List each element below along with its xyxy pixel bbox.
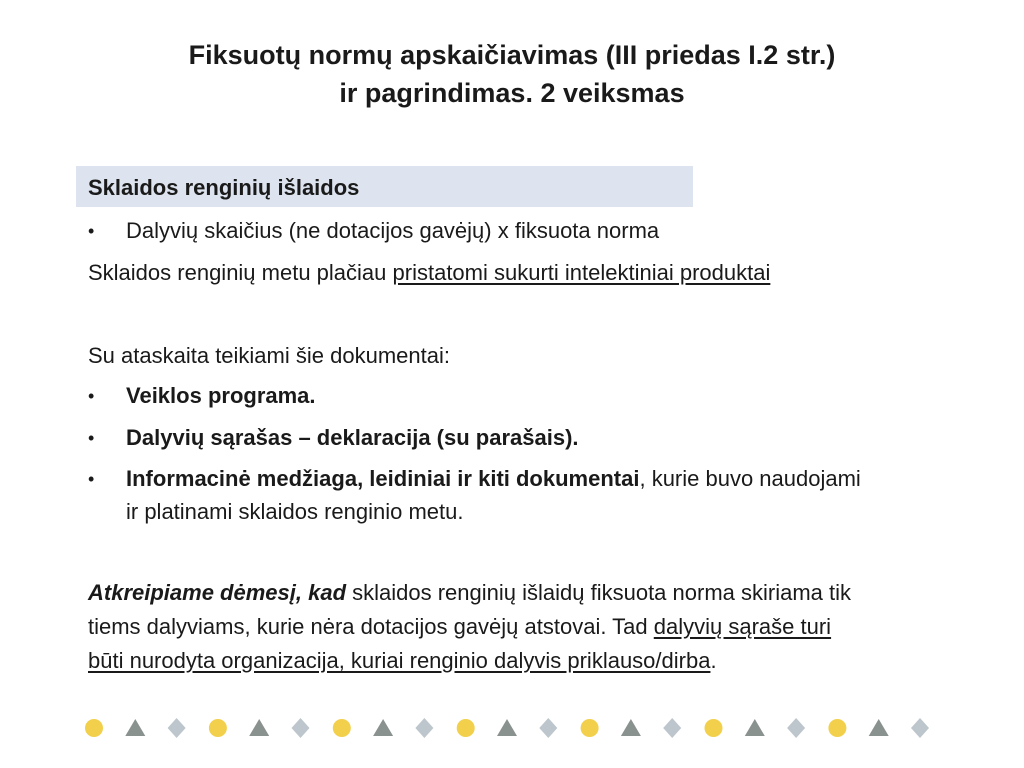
documents-item-1: [88, 383, 316, 409]
circle-decoration: [705, 719, 723, 737]
decorative-footer: [84, 716, 944, 740]
triangle-decoration: [745, 719, 765, 736]
documents-item-2: [88, 425, 579, 451]
documents-intro: Su ataskaita teikiami šie dokumentai:: [88, 343, 450, 368]
purpose-prefix: Sklaidos renginių metu plačiau: [88, 260, 393, 285]
triangle-decoration: [373, 719, 393, 736]
documents-item-3-bold: Informacinė medžiaga, leidiniai ir kiti dokumentai: [126, 466, 640, 491]
circle-decoration: [85, 719, 103, 737]
triangle-decoration: [249, 719, 269, 736]
documents-item-2-text: Dalyvių sąrašas – deklaracija (su parašais).: [126, 425, 579, 450]
note-line-3-end: .: [710, 648, 717, 673]
note-line-3: [88, 648, 717, 674]
diamond-decoration: [168, 718, 186, 738]
circle-decoration: [581, 719, 599, 737]
bullet-marker: •: [88, 428, 95, 448]
diamond-decoration: [292, 718, 310, 738]
diamond-decoration: [539, 718, 557, 738]
bullet-marker: •: [88, 221, 95, 241]
documents-item-3-line2: ir platinami sklaidos renginio metu.: [126, 499, 464, 524]
slide-title-line2: ir pagrindimas. 2 veiksmas: [339, 78, 685, 108]
purpose-line: [88, 260, 770, 286]
documents-item-3: [88, 466, 861, 492]
diamond-decoration: [663, 718, 681, 738]
bullet-marker: •: [88, 386, 95, 406]
triangle-decoration: [869, 719, 889, 736]
circle-decoration: [828, 719, 846, 737]
note-line-1-rest: sklaidos renginių išlaidų fiksuota norma skiriama tik: [346, 580, 852, 605]
note-line-2: [88, 614, 831, 640]
note-line-1: [88, 580, 851, 606]
documents-item-1-text: Veiklos programa.: [126, 383, 316, 408]
documents-item-3-continued: [88, 499, 464, 525]
slide-title: [60, 36, 964, 112]
bullet-marker: •: [88, 469, 95, 489]
note-line-2-underlined: dalyvių sąraše turi: [653, 614, 832, 639]
note-emphasis: Atkreipiame dėmesį, kad: [88, 580, 347, 605]
circle-decoration: [333, 719, 351, 737]
formula-bullet: [88, 218, 659, 244]
circle-decoration: [209, 719, 227, 737]
diamond-decoration: [415, 718, 433, 738]
note-line-3-underlined: būti nurodyta organizacija, kuriai renginio dalyvis priklauso/dirba: [88, 648, 711, 673]
section-header: Sklaidos renginių išlaidos: [76, 166, 693, 207]
triangle-decoration: [621, 719, 641, 736]
formula-text: Dalyvių skaičius (ne dotacijos gavėjų) x fiksuota norma: [126, 218, 660, 243]
diamond-decoration: [911, 718, 929, 738]
triangle-decoration: [125, 719, 145, 736]
slide-title-line1: Fiksuotų normų apskaičiavimas (III priedas I.2 str.): [188, 40, 836, 70]
diamond-decoration: [787, 718, 805, 738]
circle-decoration: [457, 719, 475, 737]
purpose-underlined: pristatomi sukurti intelektiniai produktai: [392, 260, 771, 285]
triangle-decoration: [497, 719, 517, 736]
documents-item-3-rest: , kurie buvo naudojami: [639, 466, 861, 491]
note-line-2-plain: tiems dalyviams, kurie nėra dotacijos gavėjų atstovai. Tad: [88, 614, 654, 639]
